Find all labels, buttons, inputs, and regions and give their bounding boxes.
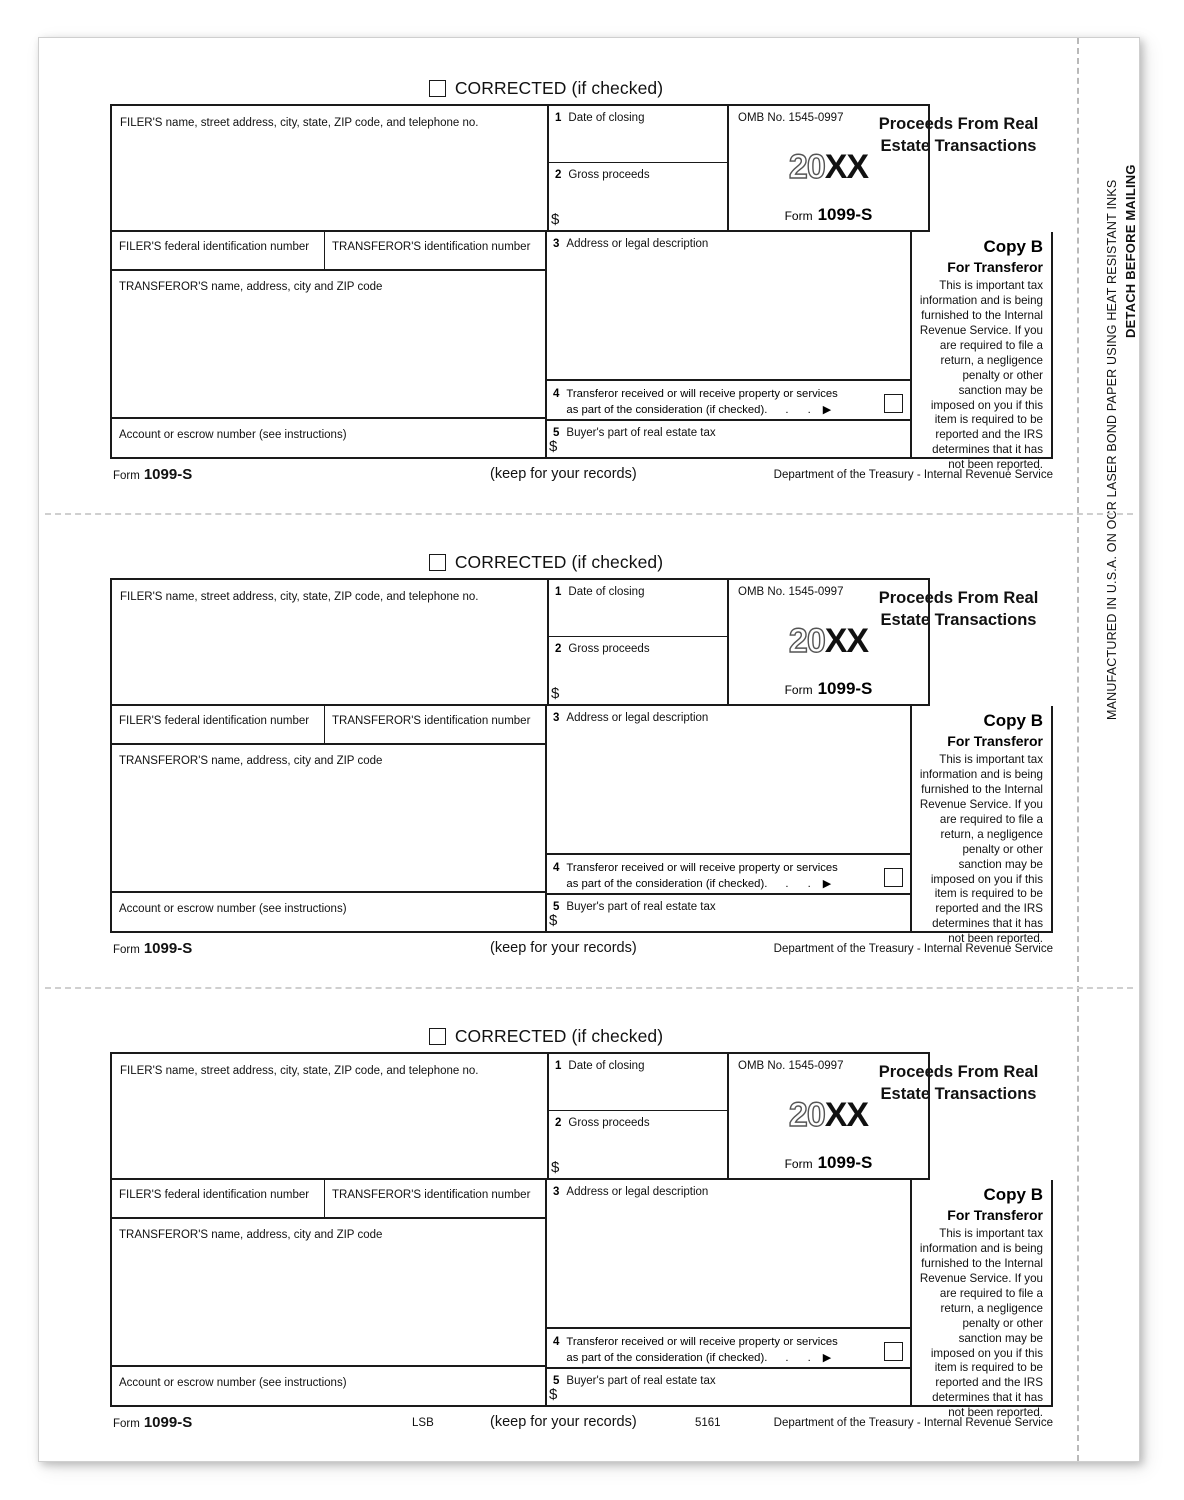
filer-tin-field[interactable] [112, 706, 325, 743]
form-title-line2: Estate Transactions [880, 610, 1037, 629]
form-number: 1099-S [817, 205, 873, 224]
detach-dashed-line [1077, 38, 1079, 1461]
form-number: 1099-S [817, 679, 873, 698]
copy-b-instructions: This is important tax information and is being furnished to the Internal Revenue Service. If you are required to file a return, a negligence penalty or other sanction may be imposed on you if this item is required to be reported and the IRS determines that it has not been reported. [919, 752, 1043, 946]
box4-line2: as part of the consideration (if checked). [566, 1352, 768, 1365]
boxes-1-2 [549, 1054, 729, 1178]
box5-number: 5 [553, 427, 560, 439]
tax-year-suffix: XX [824, 622, 869, 660]
footer-form-block [113, 940, 192, 957]
box2-number: 2 [555, 169, 562, 181]
form-title-line1: Proceeds From Real [878, 115, 1039, 133]
box1-label: Date of closing [568, 586, 645, 598]
footer-form-word: Form [113, 1418, 140, 1430]
transferor-name-label: TRANSFEROR'S name, address, city and ZIP code [119, 281, 383, 293]
copy-b-panel [912, 232, 1051, 472]
filer-tin-label: FILER'S federal identification number [119, 241, 310, 253]
footer-department: Department of the Treasury - Internal Revenue Service [773, 1417, 1053, 1429]
box3-label: Address or legal description [566, 712, 709, 724]
box4-property-or-services[interactable] [547, 1329, 910, 1369]
box1-date-of-closing[interactable] [549, 1054, 727, 1111]
footer-form-number: 1099-S [143, 940, 193, 957]
copy-b-title: Copy B [983, 1185, 1043, 1204]
box1-number: 1 [555, 112, 562, 124]
tax-year [729, 1098, 928, 1132]
filer-name-label: FILER'S name, street address, city, state, ZIP code, and telephone no. [120, 117, 479, 129]
form-grid [110, 578, 1053, 946]
account-escrow-field[interactable] [112, 1367, 545, 1405]
footer-lsb-code: LSB [412, 1417, 434, 1429]
detach-before-mailing-note: DETACH BEFORE MAILING [1123, 164, 1138, 338]
form-number-block [729, 1153, 928, 1173]
transferor-tin-field[interactable] [325, 706, 545, 743]
box5-number: 5 [553, 1375, 560, 1387]
form-lower-band [110, 706, 1053, 946]
manufactured-note: MANUFACTURED IN U.S.A. ON OCR LASER BOND PAPER USING HEAT RESISTANT INKS [1105, 179, 1119, 720]
corrected-label: CORRECTED (if checked) [454, 551, 664, 572]
form-word: Form [784, 683, 813, 697]
box3-address-legal-description[interactable] [547, 1180, 910, 1329]
box1-label: Date of closing [568, 112, 645, 124]
footer-keep-records: (keep for your records) [490, 1414, 637, 1430]
box5-buyers-part-real-estate-tax[interactable] [547, 895, 910, 931]
box5-label: Buyer's part of real estate tax [566, 1375, 716, 1387]
box5-label: Buyer's part of real estate tax [566, 427, 716, 439]
form-top-band [110, 104, 930, 232]
filer-name-field[interactable] [112, 580, 549, 704]
box4-line1: Transferor received or will receive property or services [566, 388, 838, 400]
omb-block [729, 106, 928, 230]
corrected-row [39, 550, 1053, 574]
box3-address-legal-description[interactable] [547, 232, 910, 381]
transferor-tin-label: TRANSFEROR'S identification number [332, 1189, 531, 1201]
copy-b-panel [912, 706, 1051, 946]
left-column [112, 1180, 547, 1405]
box4-checkbox[interactable] [884, 394, 903, 413]
filer-name-field[interactable] [112, 1054, 549, 1178]
form-title-line1: Proceeds From Real [878, 589, 1039, 607]
middle-column [547, 1180, 912, 1405]
box2-label: Gross proceeds [568, 169, 650, 181]
box2-currency-symbol: $ [551, 1159, 560, 1176]
boxes-1-2 [549, 580, 729, 704]
footer-keep-records: (keep for your records) [490, 466, 637, 482]
box2-currency-symbol: $ [551, 685, 560, 702]
corrected-row [39, 1024, 1053, 1048]
box5-buyers-part-real-estate-tax[interactable] [547, 1369, 910, 1405]
box2-gross-proceeds[interactable] [549, 1111, 727, 1178]
left-column [112, 232, 547, 457]
arrow-right-icon: ▶ [822, 404, 832, 417]
tax-year-suffix: XX [824, 148, 869, 186]
omb-number: OMB No. 1545-0997 [738, 1060, 844, 1072]
transferor-tin-label: TRANSFEROR'S identification number [332, 715, 531, 727]
filer-tin-label: FILER'S federal identification number [119, 1189, 310, 1201]
box4-number: 4 [553, 1336, 560, 1348]
box2-label: Gross proceeds [568, 643, 650, 655]
filer-tin-field[interactable] [112, 1180, 325, 1217]
box3-label: Address or legal description [566, 1186, 709, 1198]
box4-leader-dots: . . [785, 1352, 819, 1365]
corrected-row [39, 76, 1053, 100]
box3-number: 3 [553, 712, 560, 724]
box1-date-of-closing[interactable] [549, 580, 727, 637]
form-separator-2 [45, 987, 1133, 989]
copy-b-subtitle: For Transferor [947, 259, 1043, 276]
middle-column [547, 232, 912, 457]
form-grid [110, 1052, 1053, 1420]
footer-form-word: Form [113, 944, 140, 956]
left-column [112, 706, 547, 931]
transferor-name-field[interactable] [112, 745, 545, 893]
box4-leader-dots: . . [785, 404, 819, 417]
box1-number: 1 [555, 1060, 562, 1072]
account-escrow-label: Account or escrow number (see instructions) [119, 903, 347, 915]
corrected-checkbox[interactable] [429, 554, 446, 571]
filer-tin-label: FILER'S federal identification number [119, 715, 310, 727]
footer-form-block [113, 466, 192, 483]
account-escrow-label: Account or escrow number (see instructions) [119, 429, 347, 441]
account-escrow-field[interactable] [112, 893, 545, 931]
corrected-checkbox[interactable] [429, 1028, 446, 1045]
box5-currency-symbol: $ [549, 912, 558, 929]
middle-column [547, 706, 912, 931]
tax-year-prefix: 20 [788, 622, 825, 660]
box4-line1: Transferor received or will receive property or services [566, 1336, 838, 1348]
form-top-band [110, 1052, 930, 1180]
box4-property-or-services[interactable] [547, 381, 910, 421]
box2-currency-symbol: $ [551, 211, 560, 228]
copy-b-subtitle: For Transferor [947, 1207, 1043, 1224]
form-title-line2: Estate Transactions [880, 136, 1037, 155]
box5-currency-symbol: $ [549, 438, 558, 455]
omb-number: OMB No. 1545-0997 [738, 112, 844, 124]
omb-number: OMB No. 1545-0997 [738, 586, 844, 598]
form-grid [110, 104, 1053, 472]
transferor-tin-label: TRANSFEROR'S identification number [332, 241, 531, 253]
filer-name-field[interactable] [112, 106, 549, 230]
box1-label: Date of closing [568, 1060, 645, 1072]
account-escrow-label: Account or escrow number (see instructions) [119, 1377, 347, 1389]
copy-b-title: Copy B [983, 237, 1043, 256]
form-lower-band [110, 232, 1053, 472]
account-escrow-field[interactable] [112, 419, 545, 457]
form-word: Form [784, 1157, 813, 1171]
form-footer [110, 1414, 1053, 1434]
form-number: 1099-S [817, 1153, 873, 1172]
box4-line1: Transferor received or will receive property or services [566, 862, 838, 874]
corrected-label: CORRECTED (if checked) [454, 77, 664, 98]
box1-number: 1 [555, 586, 562, 598]
footer-form-number: 1099-S [143, 1414, 193, 1431]
arrow-right-icon: ▶ [822, 1352, 832, 1365]
identification-row [112, 1180, 545, 1219]
transferor-name-label: TRANSFEROR'S name, address, city and ZIP code [119, 755, 383, 767]
form-title-line2: Estate Transactions [880, 1084, 1037, 1103]
box5-currency-symbol: $ [549, 1386, 558, 1403]
filer-name-label: FILER'S name, street address, city, state, ZIP code, and telephone no. [120, 591, 479, 603]
box5-label: Buyer's part of real estate tax [566, 901, 716, 913]
box2-number: 2 [555, 1117, 562, 1129]
arrow-right-icon: ▶ [822, 878, 832, 891]
transferor-name-field[interactable] [112, 271, 545, 419]
form-word: Form [784, 209, 813, 223]
paper-sheet [38, 37, 1140, 1462]
form-title-line1: Proceeds From Real [878, 1063, 1039, 1081]
box3-number: 3 [553, 238, 560, 250]
box2-gross-proceeds[interactable] [549, 637, 727, 704]
box4-leader-dots: . . [785, 878, 819, 891]
form-footer [110, 940, 1053, 960]
footer-form-block [113, 1414, 192, 1431]
form-footer [110, 466, 1053, 486]
copy-b-panel [912, 1180, 1051, 1420]
boxes-1-2 [549, 106, 729, 230]
box4-number: 4 [553, 862, 560, 874]
box5-number: 5 [553, 901, 560, 913]
footer-department: Department of the Treasury - Internal Revenue Service [773, 943, 1053, 955]
box1-date-of-closing[interactable] [549, 106, 727, 163]
footer-department: Department of the Treasury - Internal Revenue Service [773, 469, 1053, 481]
copy-b-subtitle: For Transferor [947, 733, 1043, 750]
box4-checkbox[interactable] [884, 868, 903, 887]
box4-line2: as part of the consideration (if checked). [566, 404, 768, 417]
box2-gross-proceeds[interactable] [549, 163, 727, 230]
tax-year-prefix: 20 [788, 148, 825, 186]
transferor-tin-field[interactable] [325, 1180, 545, 1217]
form-number-block [729, 205, 928, 225]
tax-year-suffix: XX [824, 1096, 869, 1134]
copy-b-instructions: This is important tax information and is being furnished to the Internal Revenue Service. If you are required to file a return, a negligence penalty or other sanction may be imposed on you if this item is required to be reported and the IRS determines that it has not been reported. [919, 278, 1043, 472]
copy-b-instructions: This is important tax information and is being furnished to the Internal Revenue Service. If you are required to file a return, a negligence penalty or other sanction may be imposed on you if this item is required to be reported and the IRS determines that it has not been reported. [919, 1226, 1043, 1420]
form-lower-band [110, 1180, 1053, 1420]
transferor-name-label: TRANSFEROR'S name, address, city and ZIP code [119, 1229, 383, 1241]
box2-label: Gross proceeds [568, 1117, 650, 1129]
box5-buyers-part-real-estate-tax[interactable] [547, 421, 910, 457]
box4-line2: as part of the consideration (if checked). [566, 878, 768, 891]
identification-row [112, 706, 545, 745]
footer-product-code: 5161 [695, 1417, 721, 1429]
transferor-name-field[interactable] [112, 1219, 545, 1367]
copy-b-title: Copy B [983, 711, 1043, 730]
footer-form-word: Form [113, 470, 140, 482]
box4-property-or-services[interactable] [547, 855, 910, 895]
footer-keep-records: (keep for your records) [490, 940, 637, 956]
omb-block [729, 1054, 928, 1178]
margin-notes [1085, 90, 1141, 790]
corrected-checkbox[interactable] [429, 80, 446, 97]
corrected-label: CORRECTED (if checked) [454, 1025, 664, 1046]
box2-number: 2 [555, 643, 562, 655]
form-top-band [110, 578, 930, 706]
filer-tin-field[interactable] [112, 232, 325, 269]
box3-number: 3 [553, 1186, 560, 1198]
filer-name-label: FILER'S name, street address, city, state, ZIP code, and telephone no. [120, 1065, 479, 1077]
omb-block [729, 580, 928, 704]
form-number-block [729, 679, 928, 699]
form-separator-1 [45, 513, 1133, 515]
footer-form-number: 1099-S [143, 466, 193, 483]
tax-year-prefix: 20 [788, 1096, 825, 1134]
box3-label: Address or legal description [566, 238, 709, 250]
identification-row [112, 232, 545, 271]
tax-year [729, 624, 928, 658]
box3-address-legal-description[interactable] [547, 706, 910, 855]
tax-year [729, 150, 928, 184]
box4-checkbox[interactable] [884, 1342, 903, 1361]
transferor-tin-field[interactable] [325, 232, 545, 269]
box4-number: 4 [553, 388, 560, 400]
